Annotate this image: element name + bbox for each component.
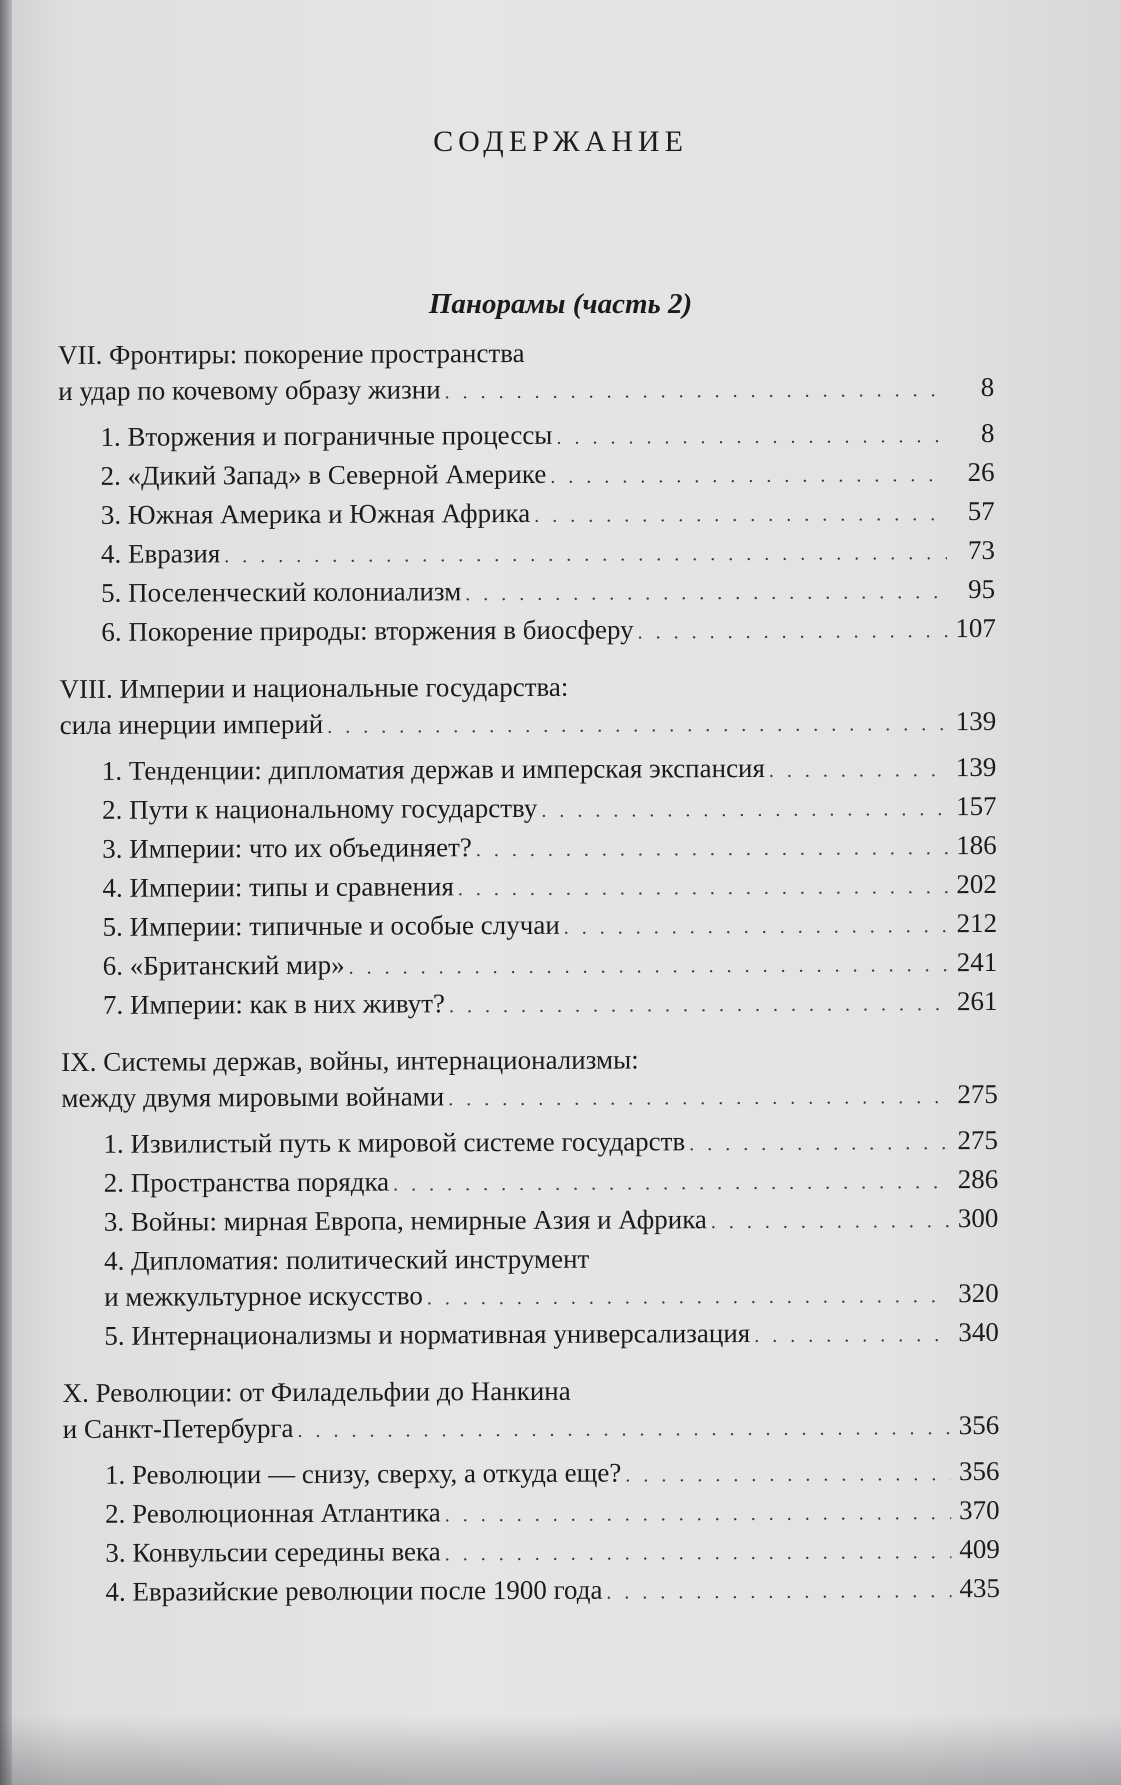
leader-dots (445, 1495, 952, 1533)
leader-dots (711, 1203, 950, 1240)
leader-dots (445, 372, 947, 410)
chapter-title: и Санкт-Петербурга (62, 1412, 294, 1444)
leader-dots (224, 535, 947, 574)
toc-entry (101, 610, 995, 653)
toc-entry (102, 827, 996, 870)
page-heading: СОДЕРЖАНИЕ (433, 125, 688, 158)
entry-title: 1. Вторжения и пограничные процессы (100, 419, 553, 452)
chapter-title: IX. Системы держав, войны, интернационализмы: (61, 1044, 639, 1077)
page-number: 202 (956, 868, 997, 900)
section-list (60, 749, 997, 1026)
page-number: 320 (958, 1277, 999, 1309)
entry-title: 4. Евразия (100, 538, 221, 569)
leader-dots (476, 830, 949, 868)
leader-dots (448, 1079, 949, 1117)
page-number: 186 (956, 829, 997, 861)
toc-entry (102, 905, 996, 948)
chapter-title-row (60, 703, 996, 746)
table-of-contents (58, 333, 1000, 1631)
toc-entry (104, 1239, 998, 1318)
leader-dots (637, 613, 947, 650)
chapter-title: сила инерции империй (59, 708, 324, 740)
toc-entry (101, 454, 995, 497)
entry-title: 2. Революционная Атлантика (105, 1497, 441, 1529)
entry-title: 2. «Дикий Запад» в Северной Америке (100, 458, 547, 491)
toc-entry (105, 1531, 999, 1574)
toc-entry (105, 1492, 999, 1535)
page-number: 139 (955, 751, 997, 783)
page-number: 73 (967, 534, 996, 566)
entry-title: 1. Тенденции: дипломатия держав и имперская экспансия (101, 752, 765, 786)
page-number: 340 (958, 1316, 999, 1348)
page-number: 8 (980, 371, 995, 402)
toc-entry (101, 571, 995, 614)
entry-title: 2. Пути к национальному государству (101, 792, 538, 825)
entry-title: 4. Евразийские революции после 1900 года (105, 1574, 603, 1607)
page-number: 57 (967, 495, 995, 527)
chapter-title-row (58, 369, 994, 412)
entry-title: 1. Извилистый путь к мировой системе государств (103, 1126, 686, 1159)
page-number: 300 (957, 1202, 999, 1234)
chapter-title-row (63, 1407, 999, 1450)
toc-entry (103, 944, 997, 987)
leader-dots (689, 1125, 949, 1162)
page-number: 435 (959, 1572, 1001, 1604)
chapter-10 (63, 1371, 1000, 1613)
page-number: 212 (956, 907, 998, 939)
page-number: 261 (956, 985, 998, 1017)
page-number: 370 (959, 1494, 1000, 1526)
leader-dots (458, 869, 949, 907)
leader-dots (564, 908, 949, 946)
section-list (61, 1122, 998, 1357)
toc-entry (104, 1161, 998, 1204)
toc-entry (100, 415, 994, 458)
chapter-title: и удар по кочевому образу жизни (58, 374, 441, 406)
entry-title: 5. Поселенческий колониализм (101, 576, 462, 608)
leader-dots (427, 1278, 950, 1316)
entry-title: 1. Революции — снизу, сверху, а откуда еще? (104, 1457, 622, 1490)
page-number: 139 (955, 705, 997, 737)
entry-title-row (104, 1275, 998, 1318)
chapter-title: VIII. Империи и национальные государства: (59, 671, 569, 704)
chapter-title: X. Революции: от Филадельфии до Нанкина (62, 1375, 571, 1408)
entry-title: 3. Войны: мирная Европа, немирные Азия и Африка (103, 1204, 707, 1237)
page-number: 356 (958, 1409, 1000, 1441)
page-number: 275 (957, 1078, 998, 1110)
chapter-title-row (61, 1076, 997, 1119)
leader-dots (769, 752, 948, 789)
chapter-7 (58, 333, 995, 653)
leader-dots (393, 1164, 950, 1202)
chapter-title: между двумя мировыми войнами (61, 1081, 445, 1113)
page-binding-shadow (0, 0, 12, 1785)
leader-dots (625, 1456, 951, 1493)
page-number: 157 (955, 790, 997, 822)
page-number: 286 (957, 1163, 999, 1195)
leader-dots (327, 706, 948, 745)
toc-entry (101, 532, 995, 575)
leader-dots (754, 1317, 950, 1354)
leader-dots (348, 947, 948, 986)
toc-entry (101, 493, 995, 536)
leader-dots (465, 574, 947, 612)
toc-entry (104, 1314, 998, 1357)
entry-title: 4. Империи: типы и сравнения (102, 871, 454, 903)
page-bottom-shadow (0, 1715, 1121, 1785)
toc-entry (105, 1570, 999, 1613)
section-list (63, 1453, 1000, 1613)
toc-entry (102, 866, 996, 909)
leader-dots (445, 1534, 952, 1572)
chapter-title: VII. Фронтиры: покорение пространства (58, 337, 525, 370)
section-list (58, 415, 995, 653)
chapter-9 (61, 1040, 998, 1357)
leader-dots (606, 1573, 951, 1611)
toc-entry (103, 1122, 997, 1165)
entry-title: 3. Южная Америка и Южная Африка (100, 497, 531, 530)
toc-entry (105, 1453, 999, 1496)
page-number: 8 (980, 417, 995, 448)
leader-dots (550, 457, 946, 495)
entry-title: 3. Империи: что их объединяет? (102, 832, 472, 864)
page-number: 107 (955, 612, 996, 644)
page-number: 275 (957, 1124, 999, 1156)
entry-title: 5. Империи: типичные и особые случаи (102, 909, 560, 942)
leader-dots (556, 418, 946, 456)
leader-dots (541, 791, 948, 829)
page-number: 356 (958, 1455, 1000, 1487)
toc-entry (102, 788, 996, 831)
leader-dots (449, 986, 949, 1024)
page-number: 26 (967, 456, 995, 488)
entry-title: 3. Конвульсии середины века (105, 1536, 441, 1568)
entry-title: 7. Империи: как в них живут? (102, 988, 446, 1020)
entry-title: 2. Пространства порядка (103, 1166, 390, 1198)
leader-dots (297, 1410, 950, 1449)
toc-entry (104, 1200, 998, 1243)
toc-entry (103, 983, 997, 1026)
part-title: Панорамы (часть 2) (428, 288, 693, 320)
leader-dots (534, 496, 947, 534)
entry-title: 5. Интернационализмы и нормативная универсализация (104, 1317, 751, 1351)
entry-title: 6. Покорение природы: вторжения в биосферу (101, 614, 634, 647)
page-number: 241 (956, 946, 998, 978)
toc-entry (102, 749, 996, 792)
page-number: 409 (959, 1533, 1000, 1565)
entry-title: и межкультурное искусство (104, 1280, 423, 1312)
page-number: 95 (968, 573, 996, 605)
chapter-8 (59, 667, 997, 1026)
entry-title: 4. Дипломатия: политический инструмент (103, 1243, 590, 1276)
entry-title: 6. «Британский мир» (102, 949, 345, 981)
